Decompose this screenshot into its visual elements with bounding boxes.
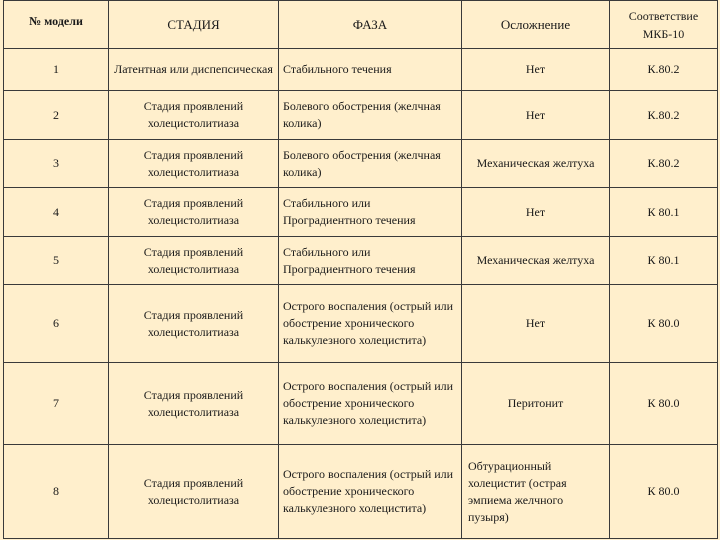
complication-cell: Нет — [462, 285, 610, 363]
model-number: 3 — [4, 140, 109, 188]
icd-code-cell: К 80.0 — [610, 285, 718, 363]
phase-cell: Острого воспаления (острый или обострение хронического калькулезного холецистита) — [279, 285, 462, 363]
icd-code-cell: К 80.0 — [610, 363, 718, 445]
stage-cell: Стадия проявлений холецистолитиаза — [109, 237, 279, 285]
table-row — [4, 91, 718, 140]
gallstone-classification-table — [3, 0, 718, 539]
table-row — [4, 237, 718, 285]
complication-cell: Механическая желтуха — [462, 237, 610, 285]
complication-cell: Нет — [462, 91, 610, 140]
table-row — [4, 140, 718, 188]
model-number: 8 — [4, 445, 109, 539]
header-complication: Осложнение — [462, 1, 610, 49]
model-number: 6 — [4, 285, 109, 363]
icd-code-cell: К 80.1 — [610, 188, 718, 237]
model-number: 7 — [4, 363, 109, 445]
complication-cell: Механическая желтуха — [462, 140, 610, 188]
phase-cell: Острого воспаления (острый или обострение хронического калькулезного холецистита) — [279, 363, 462, 445]
stage-cell: Стадия проявлений холецистолитиаза — [109, 363, 279, 445]
stage-cell: Латентная или диспепсическая — [109, 49, 279, 91]
stage-cell: Стадия проявлений холецистолитиаза — [109, 445, 279, 539]
table-row — [4, 49, 718, 91]
table-row — [4, 445, 718, 539]
header-model-number: № модели — [4, 1, 109, 49]
phase-cell: Острого воспаления (острый или обострение хронического калькулезного холецистита) — [279, 445, 462, 539]
icd-code-cell: К 80.0 — [610, 445, 718, 539]
header-row — [4, 1, 718, 49]
phase-cell: Стабильного или Проградиентного течения — [279, 188, 462, 237]
header-icd10: Соответствие МКБ-10 — [610, 1, 718, 49]
complication-cell: Обтурационный холецистит (острая эмпиема желчного пузыря) — [462, 445, 610, 539]
icd-code-cell: К.80.2 — [610, 91, 718, 140]
phase-cell: Болевого обострения (желчная колика) — [279, 91, 462, 140]
model-number: 2 — [4, 91, 109, 140]
phase-cell: Стабильного течения — [279, 49, 462, 91]
stage-cell: Стадия проявлений холецистолитиаза — [109, 285, 279, 363]
icd-code-cell: К 80.1 — [610, 237, 718, 285]
icd-code-cell: К.80.2 — [610, 140, 718, 188]
complication-cell: Нет — [462, 188, 610, 237]
model-number: 1 — [4, 49, 109, 91]
complication-cell: Нет — [462, 49, 610, 91]
model-number: 5 — [4, 237, 109, 285]
header-phase: ФАЗА — [279, 1, 462, 49]
table-row — [4, 363, 718, 445]
phase-cell: Болевого обострения (желчная колика) — [279, 140, 462, 188]
phase-cell: Стабильного или Проградиентного течения — [279, 237, 462, 285]
header-stage: СТАДИЯ — [109, 1, 279, 49]
icd-code-cell: К.80.2 — [610, 49, 718, 91]
stage-cell: Стадия проявлений холецистолитиаза — [109, 140, 279, 188]
table-row — [4, 285, 718, 363]
model-number: 4 — [4, 188, 109, 237]
stage-cell: Стадия проявлений холецистолитиаза — [109, 91, 279, 140]
stage-cell: Стадия проявлений холецистолитиаза — [109, 188, 279, 237]
table-row — [4, 188, 718, 237]
complication-cell: Перитонит — [462, 363, 610, 445]
